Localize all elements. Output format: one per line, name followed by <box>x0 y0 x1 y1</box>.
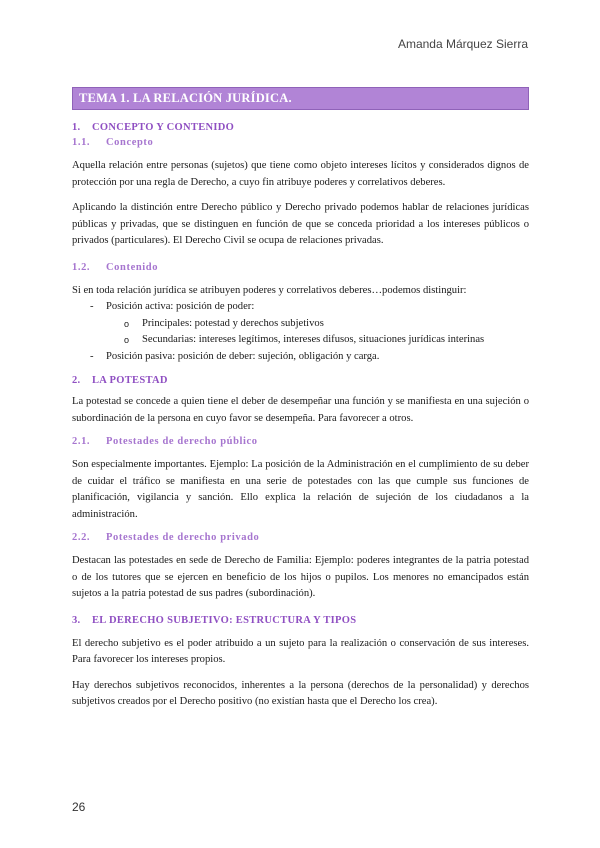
paragraph: Son especialmente importantes. Ejemplo: La posición de la Administración en el cumplimiento de su deber de cuidar el tráfico se manifiesta en una serie de potestades con las que cumple sus funciones de planificación, vigilancia y sanción. Ello explica la relación de sujeción de los ciudadanos a la administración. <box>72 459 529 520</box>
dash-bullet: - <box>90 350 94 362</box>
section-1-heading <box>72 122 529 133</box>
list-item <box>72 349 529 366</box>
sub-list-item-text: Principales: potestad y derechos subjetivos <box>142 317 324 329</box>
sub-list <box>72 316 529 349</box>
section-2-2-number: 2.2. <box>72 532 91 543</box>
section-2-1-title: Potestades de derecho público <box>106 436 258 447</box>
section-1-2-number: 1.2. <box>72 261 91 273</box>
paragraph: La potestad se concede a quien tiene el deber de desempeñar una función y se manifiesta en una sujeción o subordinación de la persona en cuyo favor se desempeña. Para favorecer a otros. <box>72 396 529 424</box>
section-1-1-title: Concepto <box>106 137 154 148</box>
section-1-number: 1. <box>72 122 81 133</box>
paragraph: Hay derechos subjetivos reconocidos, inherentes a la persona (derechos de la personalidad) y derechos subjetivos creados por el Derecho positivo (no existían hasta que el Derecho los crea). <box>72 679 529 707</box>
sub-list-item <box>72 316 529 333</box>
section-2-1-number: 2.1. <box>72 436 91 447</box>
section-1-1-heading <box>72 137 529 148</box>
section-1-2-heading <box>72 262 529 273</box>
section-3-title: EL DERECHO SUBJETIVO: ESTRUCTURA Y TIPOS <box>92 614 357 626</box>
section-3-number: 3. <box>72 614 81 626</box>
section-2-title: LA POTESTAD <box>92 375 168 386</box>
page-number: 26 <box>72 800 86 814</box>
section-2-1-heading <box>72 436 529 447</box>
paragraph: Aplicando la distinción entre Derecho público y Derecho privado podemos hablar de relaciones jurídicas públicas y privadas, que se distinguen en función de que se conceda prioridad a los intereses públicos o privados (particulares). El Derecho Civil se ocupa de relaciones privadas. <box>72 202 529 246</box>
circle-bullet: o <box>124 318 130 329</box>
section-2-heading <box>72 375 529 386</box>
section-2-2-heading <box>72 532 529 543</box>
header-author: Amanda Márquez Sierra <box>397 37 528 51</box>
section-1-1-number: 1.1. <box>72 137 91 148</box>
list-item-text: Posición pasiva: posición de deber: sujeción, obligación y carga. <box>106 350 380 362</box>
paragraph: El derecho subjetivo es el poder atribuido a un sujeto para la realización o conservación de sus intereses. Para favorecer los intereses propios. <box>72 637 529 665</box>
document-body <box>72 87 529 720</box>
section-2-2-title: Potestades de derecho privado <box>106 532 260 543</box>
sub-list-item <box>72 332 529 349</box>
paragraph: Si en toda relación jurídica se atribuyen poderes y correlativos deberes…podemos distinguir: <box>72 284 467 296</box>
list-item <box>72 299 529 349</box>
dash-bullet: - <box>90 301 94 312</box>
paragraph: Aquella relación entre personas (sujetos) que tiene como objeto intereses lícitos y considerados dignos de protección por una regla de Derecho, a cuyo fin atribuye poderes y correlativos deberes. <box>72 160 529 188</box>
chapter-title: TEMA 1. LA RELACIÓN JURÍDICA. <box>72 87 529 110</box>
position-list <box>72 299 529 365</box>
section-1-2-title: Contenido <box>106 261 159 273</box>
paragraph: Destacan las potestades en sede de Derecho de Familia: Ejemplo: poderes integrantes de la patria potestad o de los tutores que se ejercen en beneficio de los hijos o pupilos. Los menores no emancipados están sujetos a la patria potestad de sus padres (subordinación). <box>72 555 529 599</box>
section-1-title: CONCEPTO Y CONTENIDO <box>92 122 235 133</box>
circle-bullet: o <box>124 335 130 345</box>
list-item-text: Posición activa: posición de poder: <box>106 301 255 312</box>
section-3-heading <box>72 615 529 626</box>
section-2-number: 2. <box>72 375 81 386</box>
sub-list-item-text: Secundarias: intereses legítimos, intereses difusos, situaciones jurídicas interinas <box>142 334 485 345</box>
